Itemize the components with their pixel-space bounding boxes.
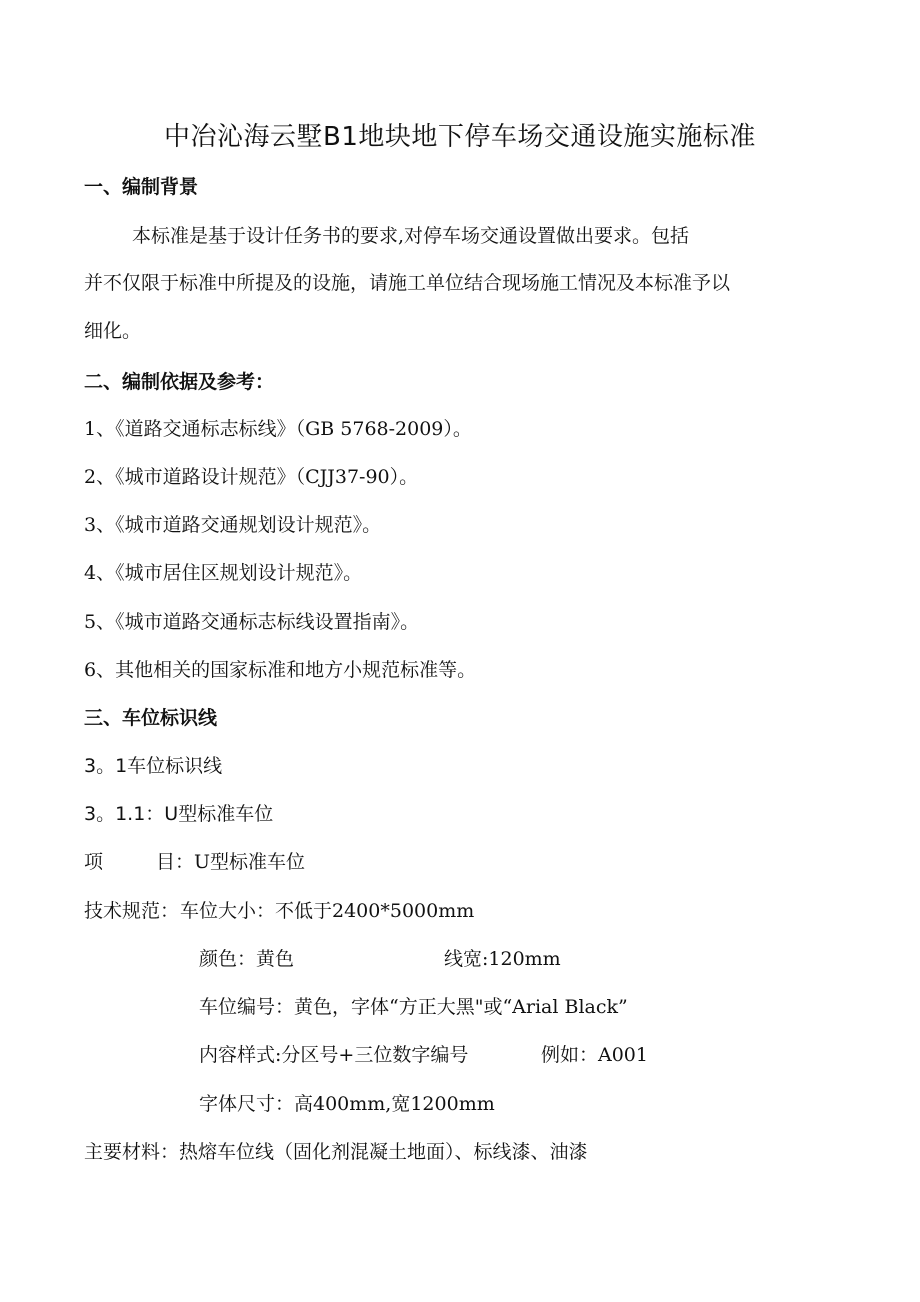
reference-item: 4、《城市居住区规划设计规范》。 [84,562,363,584]
item-value: 目：U型标准车位 [156,851,306,873]
tech-spec-content-style: 内容样式:分区号+三位数字编号 [199,1044,469,1066]
reference-item: 6、其他相关的国家标准和地方小规范标准等。 [84,659,477,681]
background-paragraph-line-3: 细化。 [84,320,142,342]
background-paragraph-line-1: 本标准是基于设计任务书的要求,对停车场交通设置做出要求。包括 [132,225,690,247]
subsection-heading: 3。1.1：U型标准车位 [84,803,274,825]
tech-spec-font-size: 字体尺寸：高400mm,宽1200mm [199,1093,495,1115]
tech-spec-size: 车位大小：不低于2400*5000mm [180,900,475,922]
tech-spec-color: 颜色：黄色 [199,948,295,970]
section-heading-background: 一、编制背景 [84,176,199,198]
materials-line: 主要材料：热熔车位线（固化剂混凝土地面）、标线漆、油漆 [84,1141,588,1163]
reference-item: 5、《城市道路交通标志标线设置指南》。 [84,611,420,633]
tech-spec-example: 例如：A001 [541,1044,648,1066]
document-title: 中冶沁海云墅B1地块地下停车场交通设施实施标准 [164,122,756,152]
reference-item: 3、《城市道路交通规划设计规范》。 [84,514,382,536]
reference-item: 1、《道路交通标志标线》（GB 5768-2009）。 [84,418,472,440]
tech-spec-label: 技术规范： [84,900,180,922]
tech-spec-line-width: 线宽:120mm [444,948,561,970]
background-paragraph-line-2: 并不仅限于标准中所提及的设施，请施工单位结合现场施工情况及本标准予以 [84,272,731,294]
section-heading-basis: 二、编制依据及参考： [84,371,275,393]
item-label: 项 [84,851,104,873]
subsection-heading: 3。1车位标识线 [84,755,223,777]
section-heading-parking-lines: 三、车位标识线 [84,707,218,729]
tech-spec-number: 车位编号：黄色，字体“方正大黑"或“Arial Black” [199,996,628,1018]
reference-item: 2、《城市道路设计规范》（CJJ37-90）。 [84,466,419,488]
